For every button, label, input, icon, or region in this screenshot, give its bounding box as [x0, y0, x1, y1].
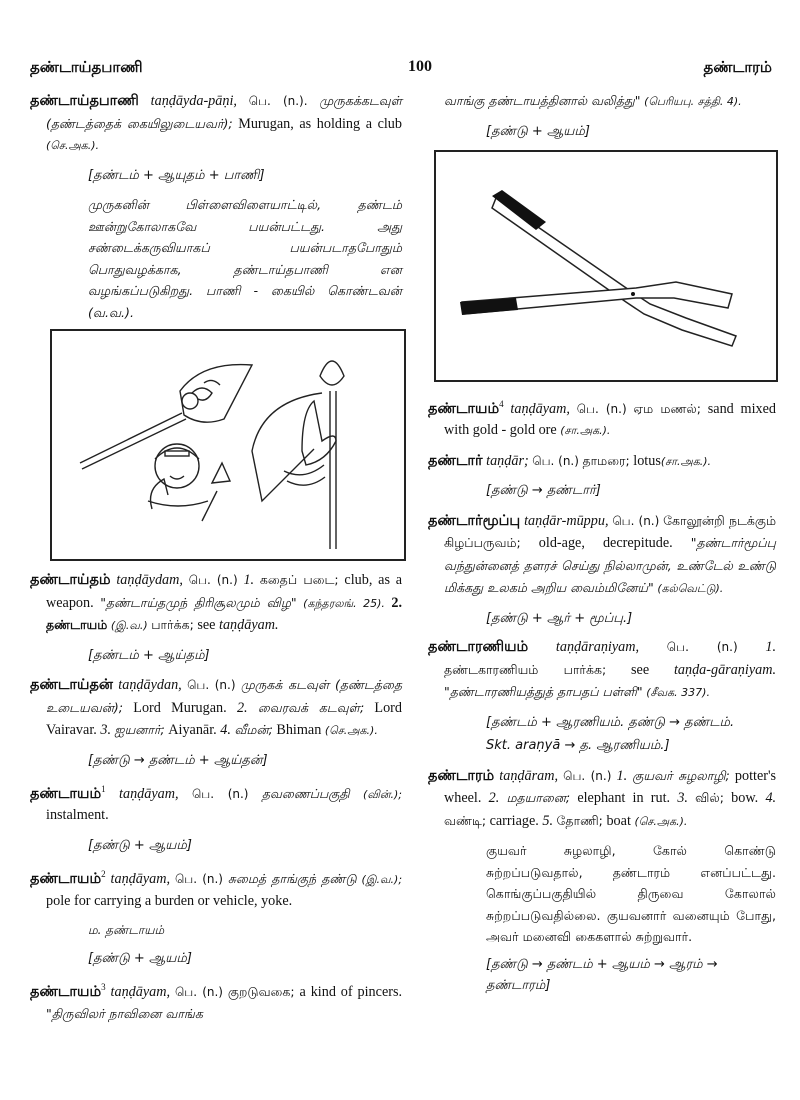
homonym-number: 3 [101, 982, 106, 993]
headword-text: தண்டாயம் [30, 785, 102, 802]
definition-tamil: முருகக் கடவுள் (தண்டத்தை உடையவன்); [46, 677, 402, 715]
definition-english: potter's wheel. [444, 767, 777, 807]
part-of-speech: பெ. (n.) [174, 984, 223, 999]
transliteration: taṇḍār; [486, 452, 529, 469]
definition-english: pole for carrying a burden or vehicle, yoke. [46, 892, 293, 909]
etymology: [தண்டு → தண்டார்] [486, 483, 601, 499]
definition-tamil: கதைப் படை; [259, 572, 339, 587]
definition-tamil: மதயானை; [506, 790, 571, 806]
dictionary-entry [428, 394, 776, 442]
staff-top [320, 361, 344, 385]
sense-number: 3. [100, 722, 111, 738]
see-tamil: பார்க்க; [151, 617, 194, 632]
source-abbrev: (சா.அக.). [660, 454, 712, 468]
headword-text: தண்டாயம் [428, 400, 500, 417]
part-of-speech: பெ. (n.) [576, 401, 627, 416]
dictionary-entry [428, 637, 776, 704]
see-transliteration: taṇḍāyam. [219, 617, 279, 633]
source-abbrev: (இ.வ.) [110, 619, 148, 632]
headword: தண்டார் [428, 452, 483, 469]
homonym-number: 4 [499, 399, 504, 409]
definition-tamil: வீமன்; [234, 722, 273, 737]
headword: தண்டாரம் [428, 767, 495, 784]
definition-tamil: தண்டாயம் [46, 617, 108, 632]
source-abbrev: (செ.அக.). [46, 139, 99, 152]
transliteration: taṇḍāram, [499, 767, 559, 784]
right-column [428, 90, 776, 1005]
usage-note: குயவர் சுழலாழி, கோல் கொண்டு சுற்றப்படுவதால், தண்டாரம் எனப்பட்டது. கொங்குப்பகுதியில் திருவை கோலால் சுற்றப்படுவதில்லை. குயவனார் வனையும் போது, அவர் மனைவி கைகளால் சுற்றுவார். [486, 843, 776, 945]
transliteration: taṇḍāydan, [118, 677, 182, 693]
quotation: "திருவிலர் நாவினை வாங்க [46, 1006, 203, 1022]
definition-english: instalment. [46, 807, 109, 824]
murugan-vel-drawing [52, 331, 404, 559]
etymology: [தண்டம் + ஆய்தம்] [88, 647, 210, 663]
etymology: [தண்டு → தண்டம் + ஆய்தன்] [88, 752, 268, 768]
definition-english: lotus [633, 452, 661, 469]
transliteration: taṇḍār-mūppu, [524, 512, 609, 529]
definition-tamil: குறடுவகை; [227, 983, 295, 999]
sense-number: 1. [243, 572, 255, 588]
definition-english: elephant in rut. [577, 790, 671, 807]
see-transliteration: taṇḍa-gāraṇiyam. [673, 661, 777, 678]
sense-number: 1. [765, 639, 777, 656]
source-abbrev: (செ.அக.). [634, 814, 688, 828]
etymology: [தண்டு + ஆயம்] [88, 950, 192, 966]
headword [30, 871, 106, 887]
homonym-number: 2 [101, 869, 106, 880]
quotation: "தண்டார்மூப்பு வந்துன்னைத் தளரச் செய்து நில்லாமுன், உண்டேல் உண்டு மிக்கது உலகம் அறிய வைம்மினேய்" [444, 535, 776, 596]
sleeve [252, 393, 322, 501]
transliteration: taṇḍāyam, [110, 983, 171, 1000]
definition-tamil: தவணைப்பகுதி [261, 785, 350, 801]
quotation-source: (கல்வெட்டு). [657, 582, 724, 596]
definition-tamil: தாமரை; [582, 452, 630, 468]
sense-number: 2. [391, 594, 403, 611]
sense-number: 3. [677, 790, 688, 807]
sense-number: 5. [542, 812, 553, 829]
source-abbrev: (வின்.); [363, 787, 403, 801]
pincers-illustration [434, 150, 778, 382]
part-of-speech: பெ. (n.) [666, 640, 738, 655]
transliteration: taṇḍāyam, [110, 871, 171, 888]
definition-english: carriage. [489, 812, 539, 829]
left-column [30, 90, 402, 1034]
transliteration: taṇḍāyda-pāṇi, [150, 93, 237, 109]
dictionary-entry [30, 864, 402, 912]
definition-tamil: கோலூன்றி நடக்கும் கிழப்பருவம்; [444, 512, 777, 551]
cognate: ம. தண்டாயம் [88, 923, 165, 938]
part-of-speech: பெ. (n.) [187, 678, 236, 692]
definition-english: club, as a weapon. [46, 572, 403, 611]
etymology-line-1: [தண்டம் + ஆரணியம். தண்டு → தண்டம். [486, 714, 735, 730]
etymology: [தண்டு + ஆர் + மூப்பு.] [486, 610, 633, 626]
etymology: [தண்டு → தண்டம் + ஆயம் → ஆரம் → தண்டாரம்] [486, 956, 718, 994]
source-abbrev: (இ.வ.); [361, 873, 403, 887]
etymology: [தண்டு + ஆயம்] [88, 837, 192, 853]
definition-tamil: ஏம மணல்; [633, 400, 701, 416]
murugan-illustration [50, 329, 406, 561]
definition-english: old-age, decrepitude. [538, 535, 673, 552]
sense-number: 4. [220, 722, 231, 738]
dictionary-entry [30, 977, 402, 1026]
pivot-rivet [631, 292, 635, 296]
headword: தண்டாய்தம் [30, 572, 111, 588]
dictionary-entry [30, 779, 402, 827]
part-of-speech: பெ. (n.) [563, 768, 612, 783]
source-abbrev: (செ.அக.). [324, 724, 378, 737]
definition-english: boat [606, 812, 631, 829]
entry-continuation [428, 90, 776, 113]
sense-number: 4. [765, 790, 777, 807]
part-of-speech: பெ. (n.) [174, 872, 223, 887]
sense-number: 2. [488, 790, 500, 807]
transliteration: taṇḍāraṇiyam, [555, 639, 640, 656]
dictionary-entry [30, 674, 402, 742]
etymology: [தண்டம் + ஆயுதம் + பாணி] [88, 167, 265, 183]
sense-number: 2. [236, 699, 248, 716]
quotation-source: (கந்தரலங். 25). [303, 596, 385, 610]
dictionary-entry [428, 450, 776, 473]
page-header [30, 58, 772, 84]
etymology-line-2: Skt. araṇyā → த. ஆரணியம்.] [486, 738, 670, 754]
headword: தண்டார்மூப்பு [428, 512, 521, 529]
right-guide-word: தண்டாரம் [703, 58, 772, 76]
definition-tamil: வைரவக் கடவுள்; [257, 699, 365, 715]
dictionary-entry [428, 765, 776, 833]
headword [30, 786, 106, 802]
definition-english: Murugan, as holding a club [238, 115, 402, 132]
headword: தண்டாரணியம் [428, 639, 529, 656]
part-of-speech: பெ. (n.). [248, 94, 308, 108]
see-english: see [631, 661, 650, 678]
part-of-speech: பெ. (n.) [191, 786, 249, 801]
quotation-source: (சீவக. 337). [646, 686, 710, 700]
definition-english: sand mixed with gold - gold ore [444, 400, 776, 439]
definition-english: a kind of pincers. [299, 983, 403, 1000]
part-of-speech: பெ. (n.) [612, 513, 660, 528]
dictionary-entry [428, 510, 776, 600]
definition-tamil: தோணி; [556, 812, 603, 828]
headword [428, 401, 504, 417]
definition-tamil: சுமைத் தாங்குந் தண்டு [227, 871, 357, 887]
quotation: "தண்டாரணியத்துத் தாபதப் பள்ளி" [444, 684, 643, 700]
headword: தண்டாய்தன் [30, 677, 113, 693]
headword [30, 984, 106, 1000]
definition-tamil: குயவர் சுழலாழி; [632, 767, 730, 783]
dictionary-entry [30, 90, 402, 157]
definition-english: bow. [731, 790, 759, 807]
definition-tamil: முருகக்கடவுள் (தண்டத்தைக் கையிலுடையவர்); [46, 93, 403, 131]
headword: தண்டாய்தபாணி [30, 93, 139, 109]
transliteration: taṇḍāyam, [119, 785, 179, 802]
quotation: வாங்கு தண்டாயத்தினால் வலித்து" [444, 93, 641, 108]
part-of-speech: பெ. (n.) [188, 573, 238, 587]
etymology: [தண்டு + ஆயம்] [486, 123, 590, 139]
definition-tamil: தண்டகாரணியம் பார்க்க; [444, 661, 607, 677]
definition-english: Lord Murugan. [133, 699, 227, 716]
definition-tamil: ஐயனார்; [114, 722, 165, 737]
definition-tamil: வில்; [695, 790, 724, 806]
transliteration: taṇḍāyam, [510, 400, 570, 417]
definition-tamil: வண்டி; [444, 812, 487, 828]
quotation-source: (பெரியபு. சத்தி. 4). [644, 95, 742, 108]
homonym-number: 1 [101, 784, 106, 794]
definition-english: Bhiman [276, 722, 322, 738]
quotation: "தண்டாய்தமுந் திரிசூலமும் விழ" [100, 594, 297, 610]
pincers-drawing [436, 152, 776, 380]
headword-text: தண்டாயம் [30, 983, 102, 1000]
see-english: see [197, 617, 216, 633]
part-of-speech: பெ. (n.) [532, 453, 579, 468]
usage-note: முருகனின் பிள்ளைவிளையாட்டில், தண்டம் ஊன்றுகோலாகவே பயன்பட்டது. அது சண்டைக்கருவியாகப் பயன்படாதபோதும் பொதுவழக்காக, தண்டாய்தபாணி என வழங்கப்படுகிறது. பாணி - கையில் கொண்டவன் (வ.வ.). [88, 197, 402, 320]
sense-number: 1. [616, 767, 628, 784]
headword-text: தண்டாயம் [30, 871, 102, 888]
transliteration: taṇḍāydam, [116, 572, 183, 588]
page-number: 100 [408, 58, 432, 75]
source-abbrev: (சா.அக.). [560, 424, 611, 438]
definition-english: Lord Vairavar. [46, 699, 403, 738]
definition-english: Aiyanār. [168, 722, 217, 738]
left-guide-word: தண்டாய்தபாணி [30, 58, 143, 76]
dictionary-entry [30, 569, 402, 637]
